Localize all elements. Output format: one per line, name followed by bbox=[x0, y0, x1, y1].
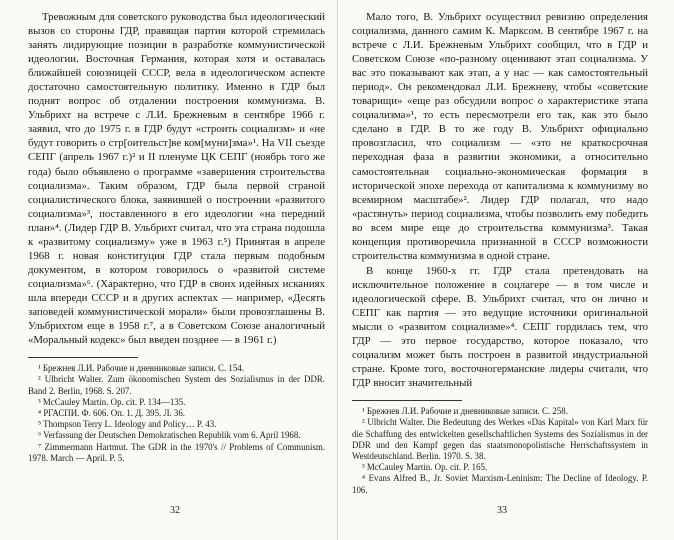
left-body-text bbox=[28, 10, 325, 347]
footnote-separator-right bbox=[352, 400, 462, 401]
footnote-1: ¹ Брежнев Л.И. Рабочие и дневниковые записи. С. 258. bbox=[362, 406, 568, 417]
right-paragraph-1: Мало того, В. Ульбрихт осуществил ревизию определения социализма, данного самим К. Марксом. В сентябре 1967 г. на встрече с Л.И. Брежневым Ульбрихт сообщил, что в ГДР и Советском Союзе «по-разному оценивают этап социализма. У вас это показывают как этап, а у нас — как самостоятельный период». Он рекомендовал Л.И. Брежневу, чтобы «советские товарищи» «еще раз обсудили вопрос о характеристике этапа социализма»¹, то есть пересмотрели его так, как это было сделано в ГДР. В то же году В. Ульбрихт официально провозгласил, что социализм — «это не краткосрочная переходная фаза в развитии экономики, а относительно самостоятельная социально-экономическая формация в исторической эпохе перехода от капитализма к коммунизму во всемирном масштабе»². Лидер ГДР полагал, что надо «растянуть» период социализма, чтобы позволить ему победить во всем мире еще до строительства коммунизма³. Такая концепция противоречила признанной в СССР возможности строительства коммунизма в одной стране. bbox=[352, 11, 648, 262]
footnote-4: ⁴ Evans Alfred B., Jr. Soviet Marxism-Leninism: The Decline of Ideology. P. 106. bbox=[352, 473, 648, 495]
footnote-7: ⁷ Zimmermann Hartmut. The GDR in the 1970's // Problems of Communism. 1978. March — April. P. 5. bbox=[28, 441, 325, 463]
right-page bbox=[337, 0, 674, 540]
footnote-6: ⁶ Verfassung der Deutschen Demokratischen Republik vom 6. April 1968. bbox=[38, 430, 301, 441]
footnote-3: ³ McCauley Martin. Op. cit. P. 134—135. bbox=[38, 396, 186, 407]
left-paragraph-1: Тревожным для советского руководства был идеологический вызов со стороны ГДР, правящая партия которой стремилась занять лидирующие позиции в разработке коммунистической идеологии. Восточная Германия, которая хотя и оставалась ближайшей союзницей СССР, вела в идеологическом аспекте достаточно самостоятельную политику. Именно в ГДР был поднят вопрос об отдалении построения коммунизма. В. Ульбрихт на встрече с Л.И. Брежневым в сентябре 1966 г. заявил, что до 1975 г. в ГДР будут «строить социализм» и «не будут говорить о стр[оительст]ве ком[муни]зма»¹. На VII съезде СЕПГ (апрель 1967 г.)² и II пленуме ЦК СЕПГ (ноябрь того же года) было объявлено о программе «завершения строительства социализма». Таким образом, ГДР была первой страной социалистического блока, заявившей о построении «развитого социализма»³, поставленного в его идеологии «на передний план»⁴. (Лидер ГДР В. Ульбрихт считал, что эта страна подошла к «развитому социализму» уже в 1963 г.⁵) Принятая в апреле 1968 г. новая конституция ГДР стала первым подобным документом, в котором говорилось о «развитой системе социализма»⁶. (Характерно, что ГДР в своих идейных исканиях шла впереди СССР и в других аспектах — например, «Десять заповедей коммунистической морали» были провозглашены В. Ульбрихтом еще в 1958 г.⁷, а в Советском Союзе аналогичный «Моральный кодекс» был введен позднее — в 1961 г.) bbox=[28, 11, 325, 347]
footnote-4: ⁴ РГАСПИ. Ф. 606. Оп. 1. Д. 395. Л. 36. bbox=[38, 407, 186, 418]
left-footnotes bbox=[28, 363, 325, 464]
footnote-1: ¹ Брежнев Л.И. Рабочие и дневниковые записи. С. 154. bbox=[38, 363, 244, 374]
footnote-5: ⁵ Thompson Terry L. Ideology and Policy… P. 43. bbox=[38, 419, 217, 430]
footnote-separator-left bbox=[28, 357, 138, 358]
right-paragraph-2: В конце 1960-х гг. ГДР стала претендовать на исключительное положение в соцлагере — в том числе и идеологической сфере. В. Ульбрихт считал, что он лично и СЕПГ как партия — это ведущие источники оригинальной мысли о «развитом социализме»⁴. СЕПГ гордилась тем, что ГДР — это первое государство, которое показало, что социализм может быть построен в развитой индустриальной стране. Кроме того, восточногерманские лидеры считали, что ГДР вносит значительный bbox=[352, 264, 648, 390]
page-number-left: 32 bbox=[170, 505, 180, 516]
footnote-2: ² Ulbricht Walter. Die Bedeutung des Werkes «Das Kapital» von Karl Marx für die Schaffung des entwickelten gesellschaftlichen Systems des Sozialismus in der DDR und den Kampf gegen das staatsmonopolistische Herrschaftssystem in Westdeutschland. Berlin. 1970. S. 38. bbox=[352, 417, 648, 462]
footnote-2: ² Ulbricht Walter. Zum ökonomischen System des Sozialismus in der DDR. Band 2. Berlin, 1968. S. 207. bbox=[28, 374, 325, 396]
right-body-text bbox=[352, 10, 648, 390]
page-number-right: 33 bbox=[497, 505, 507, 516]
footnote-3: ³ McCauley Martin. Op. cit. P. 165. bbox=[362, 462, 488, 473]
right-footnotes bbox=[352, 406, 648, 496]
